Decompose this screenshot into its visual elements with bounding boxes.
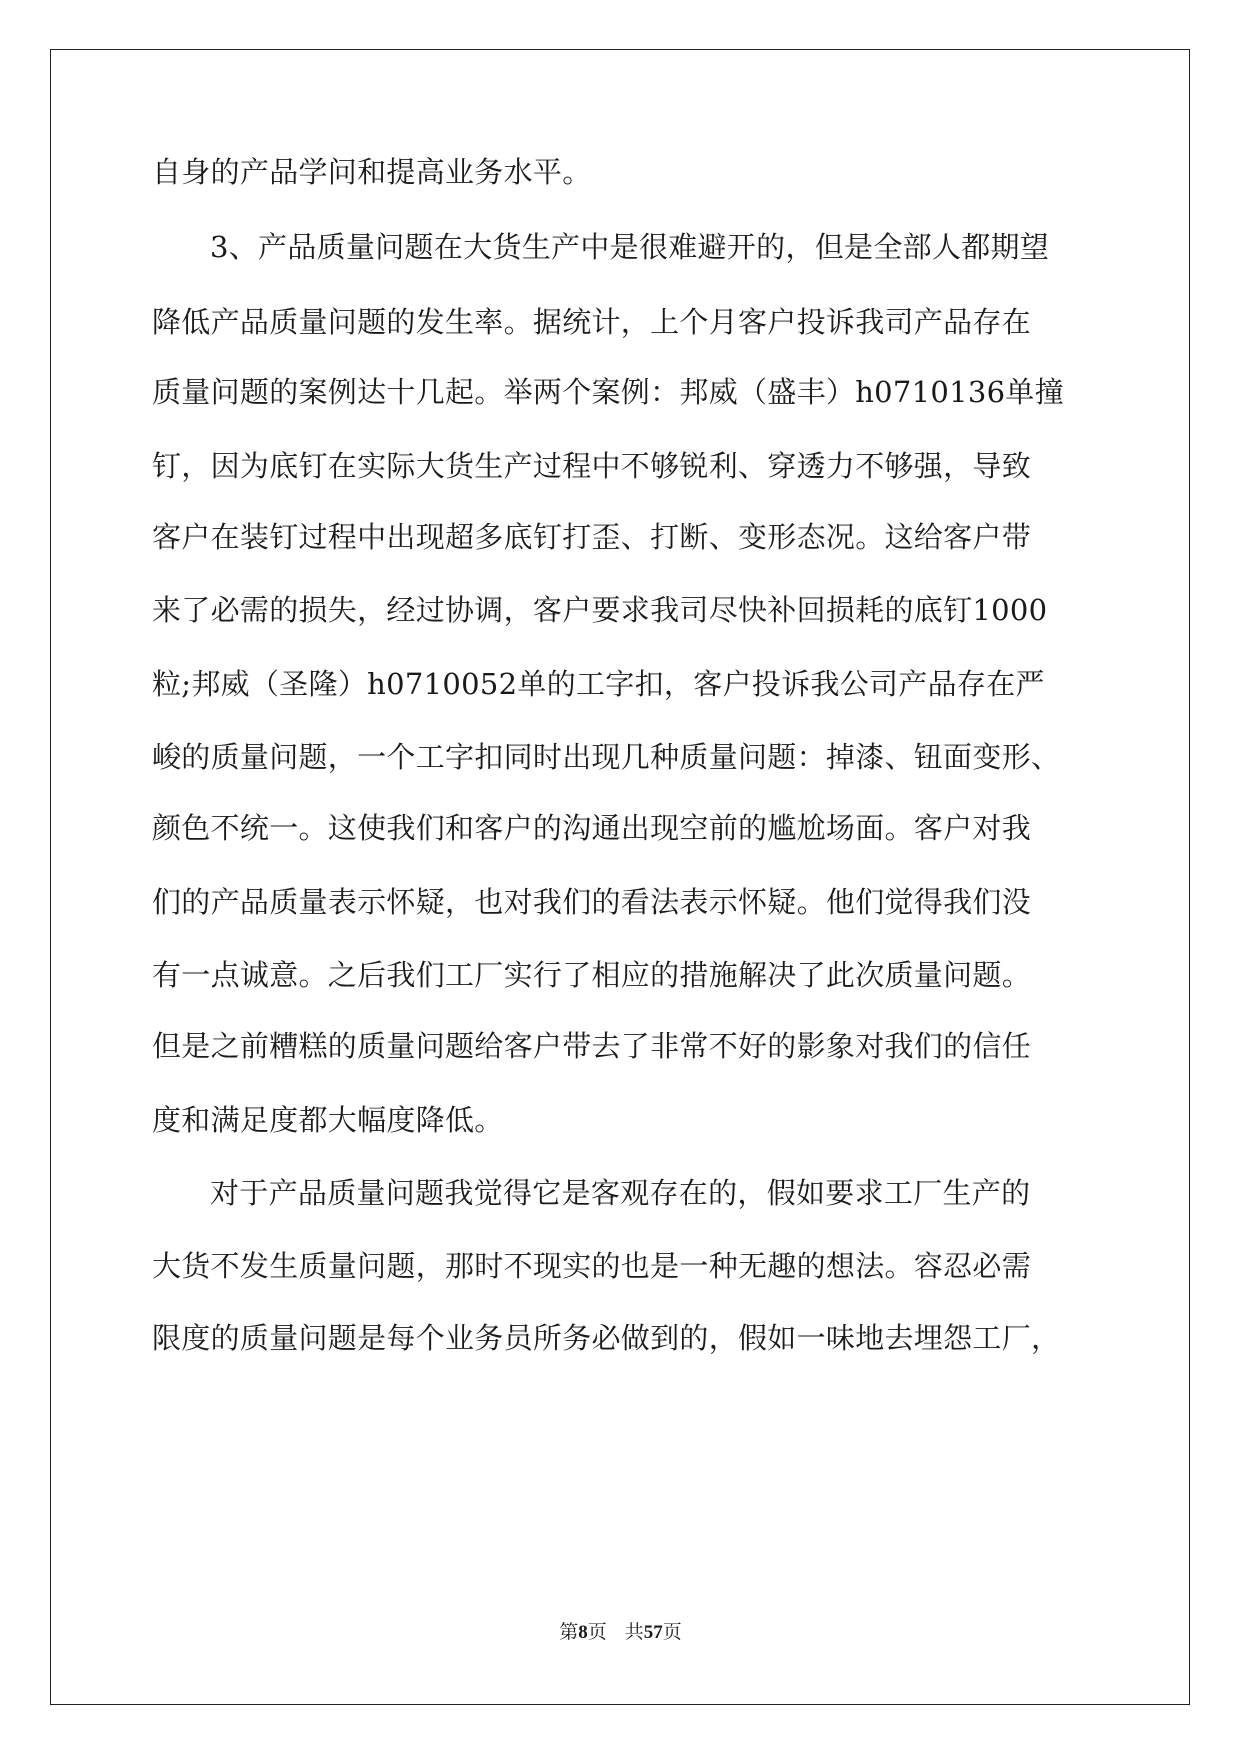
paragraph-line: 有一点诚意。之后我们工厂实行了相应的措施解决了此次质量问题。 [152, 958, 1032, 992]
page-suffix: 页 [587, 1621, 607, 1643]
paragraph-line: 度和满足度都大幅度降低。 [152, 1103, 504, 1137]
paragraph-line: 但是之前糟糕的质量问题给客户带去了非常不好的影象对我们的信任 [152, 1029, 1032, 1063]
paragraph-line: 3、产品质量问题在大货生产中是很难避开的，但是全部人都期望 [210, 230, 1050, 264]
paragraph-line: 对于产品质量问题我觉得它是客观存在的，假如要求工厂生产的 [210, 1176, 1031, 1210]
page-prefix: 第 [559, 1621, 579, 1643]
paragraph-line: 们的产品质量表示怀疑，也对我们的看法表示怀疑。他们觉得我们没 [152, 885, 1032, 919]
total-pages: 57 [643, 1622, 663, 1643]
paragraph-line: 粒;邦威（圣隆）h0710052单的工字扣，客户投诉我公司产品存在严 [152, 667, 1045, 701]
paragraph-line: 大货不发生质量问题，那时不现实的也是一种无趣的想法。容忍必需 [152, 1249, 1032, 1283]
paragraph-line: 峻的质量问题，一个工字扣同时出现几种质量问题：掉漆、钮面变形、 [152, 740, 1061, 774]
total-suffix: 页 [662, 1621, 682, 1643]
page-border [50, 49, 1190, 1705]
paragraph-line: 限度的质量问题是每个业务员所务必做到的，假如一味地去埋怨工厂， [152, 1321, 1061, 1355]
paragraph-line: 颜色不统一。这使我们和客户的沟通出现空前的尴尬场面。客户对我 [152, 811, 1032, 845]
page-number: 8 [578, 1622, 588, 1643]
paragraph-line: 自身的产品学问和提高业务水平。 [152, 155, 592, 189]
paragraph-line: 钉，因为底钉在实际大货生产过程中不够锐利、穿透力不够强，导致 [152, 449, 1032, 483]
paragraph-line: 质量问题的案例达十几起。举两个案例：邦威（盛丰）h0710136单撞 [152, 375, 1065, 409]
page-footer [0, 1620, 1241, 1645]
paragraph-line: 降低产品质量问题的发生率。据统计，上个月客户投诉我司产品存在 [152, 305, 1032, 339]
paragraph-line: 来了必需的损失，经过协调，客户要求我司尽快补回损耗的底钉1000 [152, 593, 1048, 627]
total-prefix: 共 [624, 1621, 644, 1643]
paragraph-line: 客户在装钉过程中出现超多底钉打歪、打断、变形态况。这给客户带 [152, 520, 1032, 554]
